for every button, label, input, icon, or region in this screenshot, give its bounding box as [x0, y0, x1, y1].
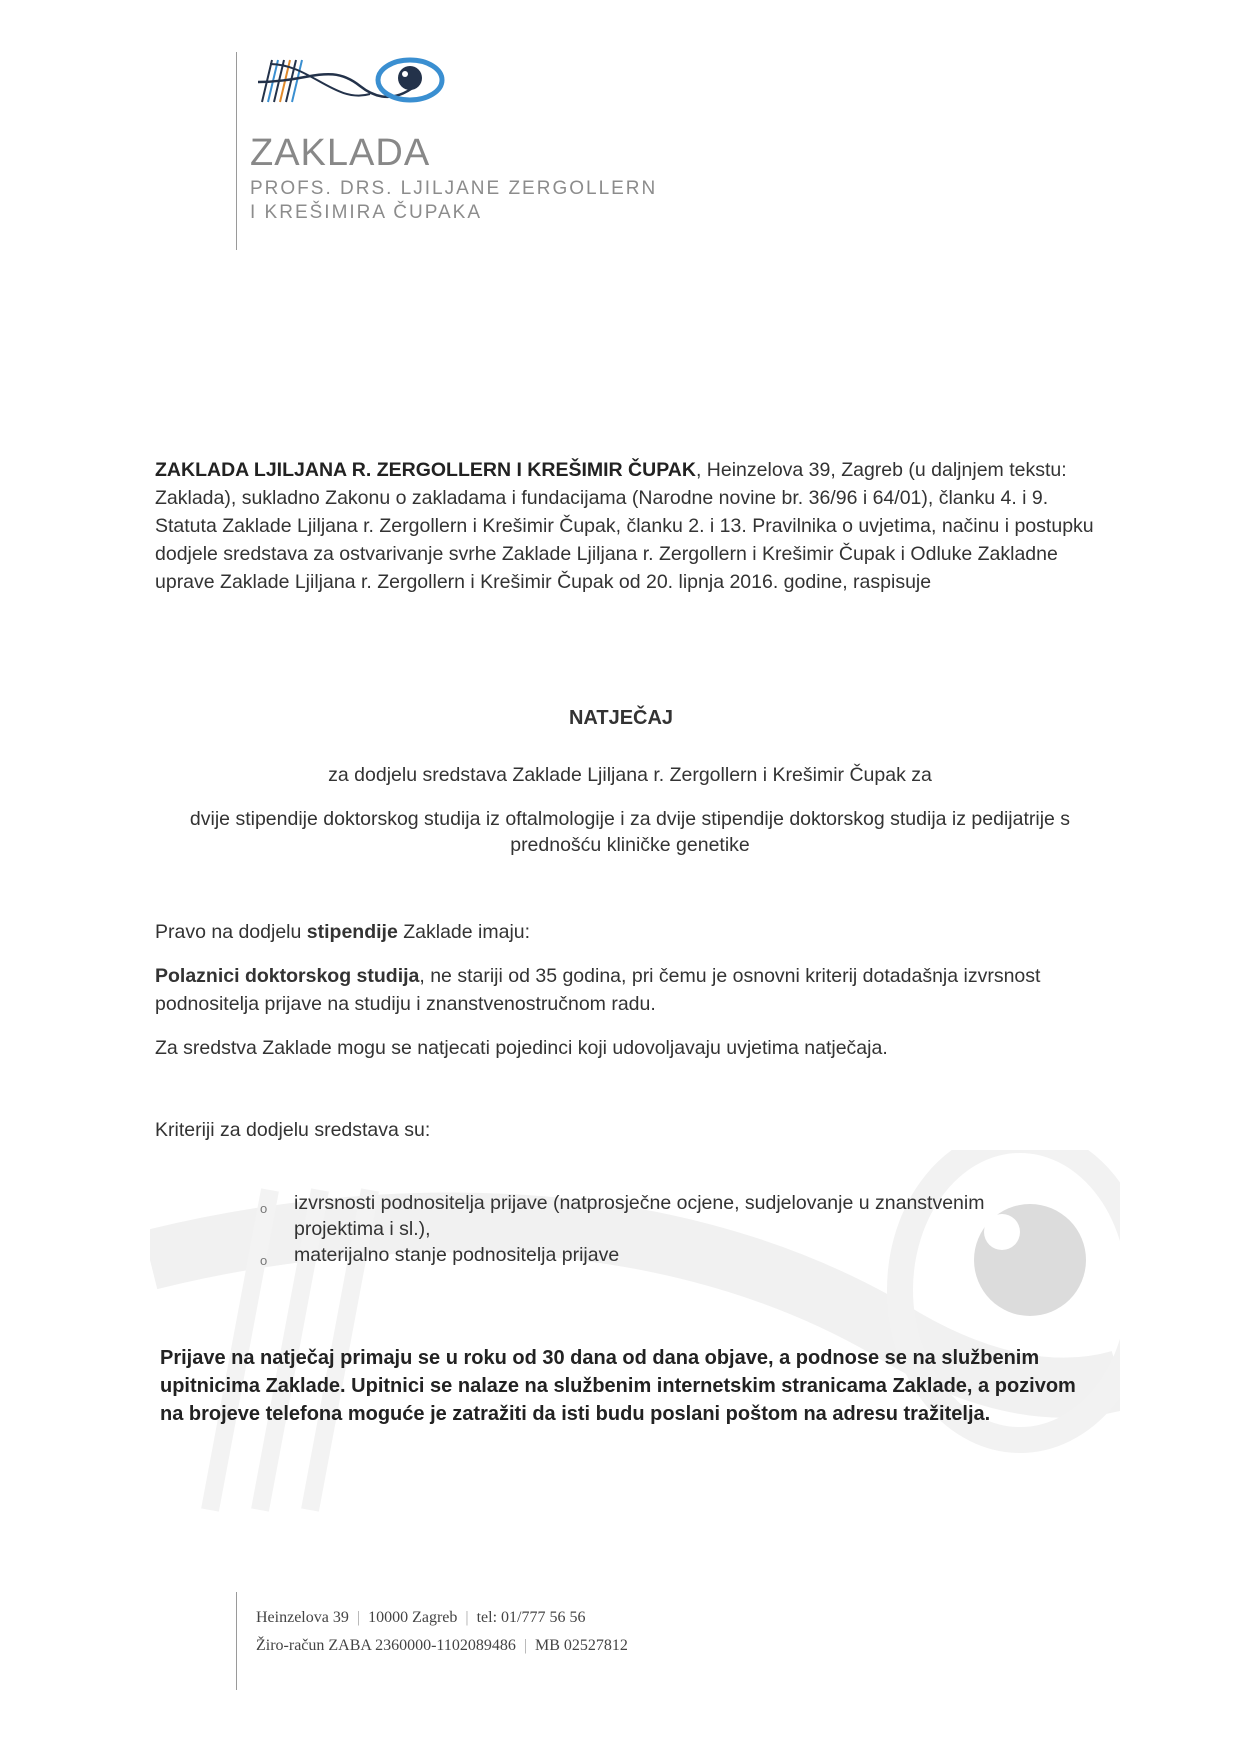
subtitle-line: za dodjelu sredstava Zaklade Ljiljana r. Zergollern i Krešimir Čupak za	[328, 764, 932, 786]
eligibility-bold: stipendije	[306, 921, 398, 943]
footer-divider	[236, 1592, 237, 1690]
bullet-icon: o	[260, 1201, 268, 1216]
footer-mb: MB 02527812	[535, 1637, 628, 1654]
compete-statement: Za sredstva Zaklade mogu se natjecati pojedinci koji udovoljavaju uvjetima natječaja.	[155, 1037, 888, 1059]
org-title: ZAKLADA	[250, 132, 431, 174]
intro-paragraph	[155, 456, 1100, 596]
footer-separator: |	[356, 1609, 361, 1626]
footer-bank	[256, 1637, 628, 1655]
eligibility-pre: Pravo na dodjelu	[155, 921, 307, 943]
criteria-heading: Kriteriji za dodjelu sredstava su:	[155, 1119, 431, 1141]
footer-separator: |	[465, 1609, 469, 1626]
header-divider	[236, 52, 237, 250]
list-item	[260, 1242, 1020, 1274]
students-bold: Polaznici doktorskog studija	[155, 965, 420, 987]
application-info: Prijave na natječaj primaju se u roku od 30 dana od dana objave, a podnose se na službenim upitnicima Zaklade. Upitnici se nalaze na službenim internetskim stranicama Zaklade, a pozivom na brojeve telefona moguće je zatražiti da isti budu poslani poštom na adresu tražitelja.	[160, 1347, 1076, 1425]
org-subtitle-line2: I KREŠIMIRA ČUPAKA	[250, 202, 483, 223]
org-subtitle-line1: PROFS. DRS. LJILJANE ZERGOLLERN	[250, 178, 658, 199]
eligibility-heading	[155, 918, 1100, 946]
footer-phone: tel: 01/777 56 56	[476, 1609, 586, 1626]
intro-text: , Heinzelova 39, Zagreb (u daljnjem tekstu: Zaklada), sukladno Zakonu o zakladama i fundacijama (Narodne novine br. 36/96 i 64/01), članku 4. i 9. Statuta Zaklade Ljiljana r. Zergollern i Krešimir Čupak, članku 2. i 13. Pravilnika o uvjetima, načinu i postupku dodjele sredstava za ostvarivanje svrhe Zaklade Ljiljana r. Zergollern i Krešimir Čupak i Odluke Zakladne uprave Zaklade Ljiljana r. Zergollern i Krešimir Čupak od 20. lipnja 2016. godine, raspisuje	[155, 459, 1094, 593]
bullet-icon: o	[260, 1253, 268, 1268]
scholarship-description: dvije stipendije doktorskog studija iz oftalmologije i za dvije stipendije doktorskog studija iz pedijatrije s prednošću kliničke genetike	[189, 808, 1071, 856]
criterion-text: izvrsnosti podnositelja prijave (natprosječne ocjene, sudjelovanje u znanstvenim projektima i sl.),	[294, 1192, 985, 1240]
footer-contact	[256, 1609, 585, 1627]
eye-dna-logo	[250, 52, 460, 124]
foundation-name: ZAKLADA LJILJANA R. ZERGOLLERN I KREŠIMIR ČUPAK	[155, 459, 696, 481]
eligibility-post: Zaklade imaju:	[397, 921, 531, 943]
footer-address: Heinzelova 39	[256, 1609, 349, 1626]
footer-city: 10000 Zagreb	[368, 1609, 458, 1626]
footer-account: Žiro-račun ZABA 2360000-1102089486	[256, 1637, 516, 1654]
criteria-list	[260, 1190, 1020, 1274]
list-item	[260, 1190, 1020, 1242]
students-text: , ne stariji od 35 godina, pri čemu je osnovni kriterij dotadašnja izvrsnost podnositelja prijave na studiju i znanstvenostručnom radu.	[155, 965, 1041, 1015]
criterion-text: materijalno stanje podnositelja prijave	[294, 1244, 620, 1266]
footer-separator: |	[523, 1637, 528, 1654]
document-title: NATJEČAJ	[568, 707, 674, 729]
eligible-students	[155, 962, 1100, 1018]
